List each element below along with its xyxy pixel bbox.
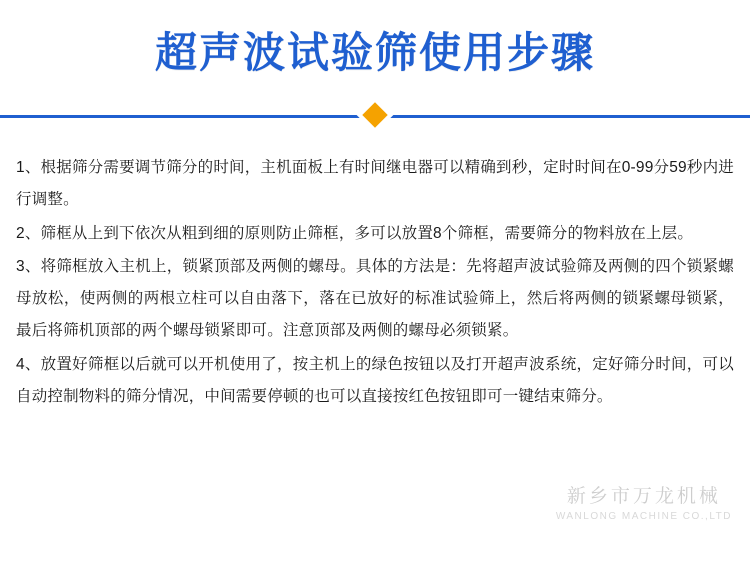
watermark-company-name: 新乡市万龙机械 (566, 486, 721, 508)
title-divider (0, 104, 750, 126)
page-title: 超声波试验筛使用步骤 (154, 29, 595, 76)
watermark (556, 486, 732, 522)
title-block (0, 0, 750, 76)
paragraph-4: 4、放置好筛框以后就可以开机使用了，按主机上的绿色按钮以及打开超声波系统，定好筛分时间，可以自动控制物料的筛分情况，中间需要停顿的也可以直接按红色按钮即可一键结束筛分。 (16, 355, 734, 405)
paragraph-3: 3、将筛框放入主机上，锁紧顶部及两侧的螺母。具体的方法是：先将超声波试验筛及两侧的四个锁紧螺母放松，使两侧的两根立柱可以自由落下，落在已放好的标准试验筛上，然后将两侧的锁紧螺母锁紧，最后将筛机顶部的两个螺母锁紧即可。注意顶部及两侧的螺母必须锁紧。 (16, 258, 734, 340)
body-text (0, 126, 750, 412)
diamond-ornament-icon (362, 102, 387, 127)
paragraph-1: 1、根据筛分需要调节筛分的时间，主机面板上有时间继电器可以精确到秒，定时时间在0-99分59秒内进行调整。 (16, 159, 734, 208)
watermark-company-name-latin: WANLONG MACHINE CO.,LTD (555, 511, 732, 522)
paragraph-2: 2、筛框从上到下依次从粗到细的原则防止筛框，多可以放置8个筛框，需要筛分的物料放在上层。 (16, 224, 694, 242)
